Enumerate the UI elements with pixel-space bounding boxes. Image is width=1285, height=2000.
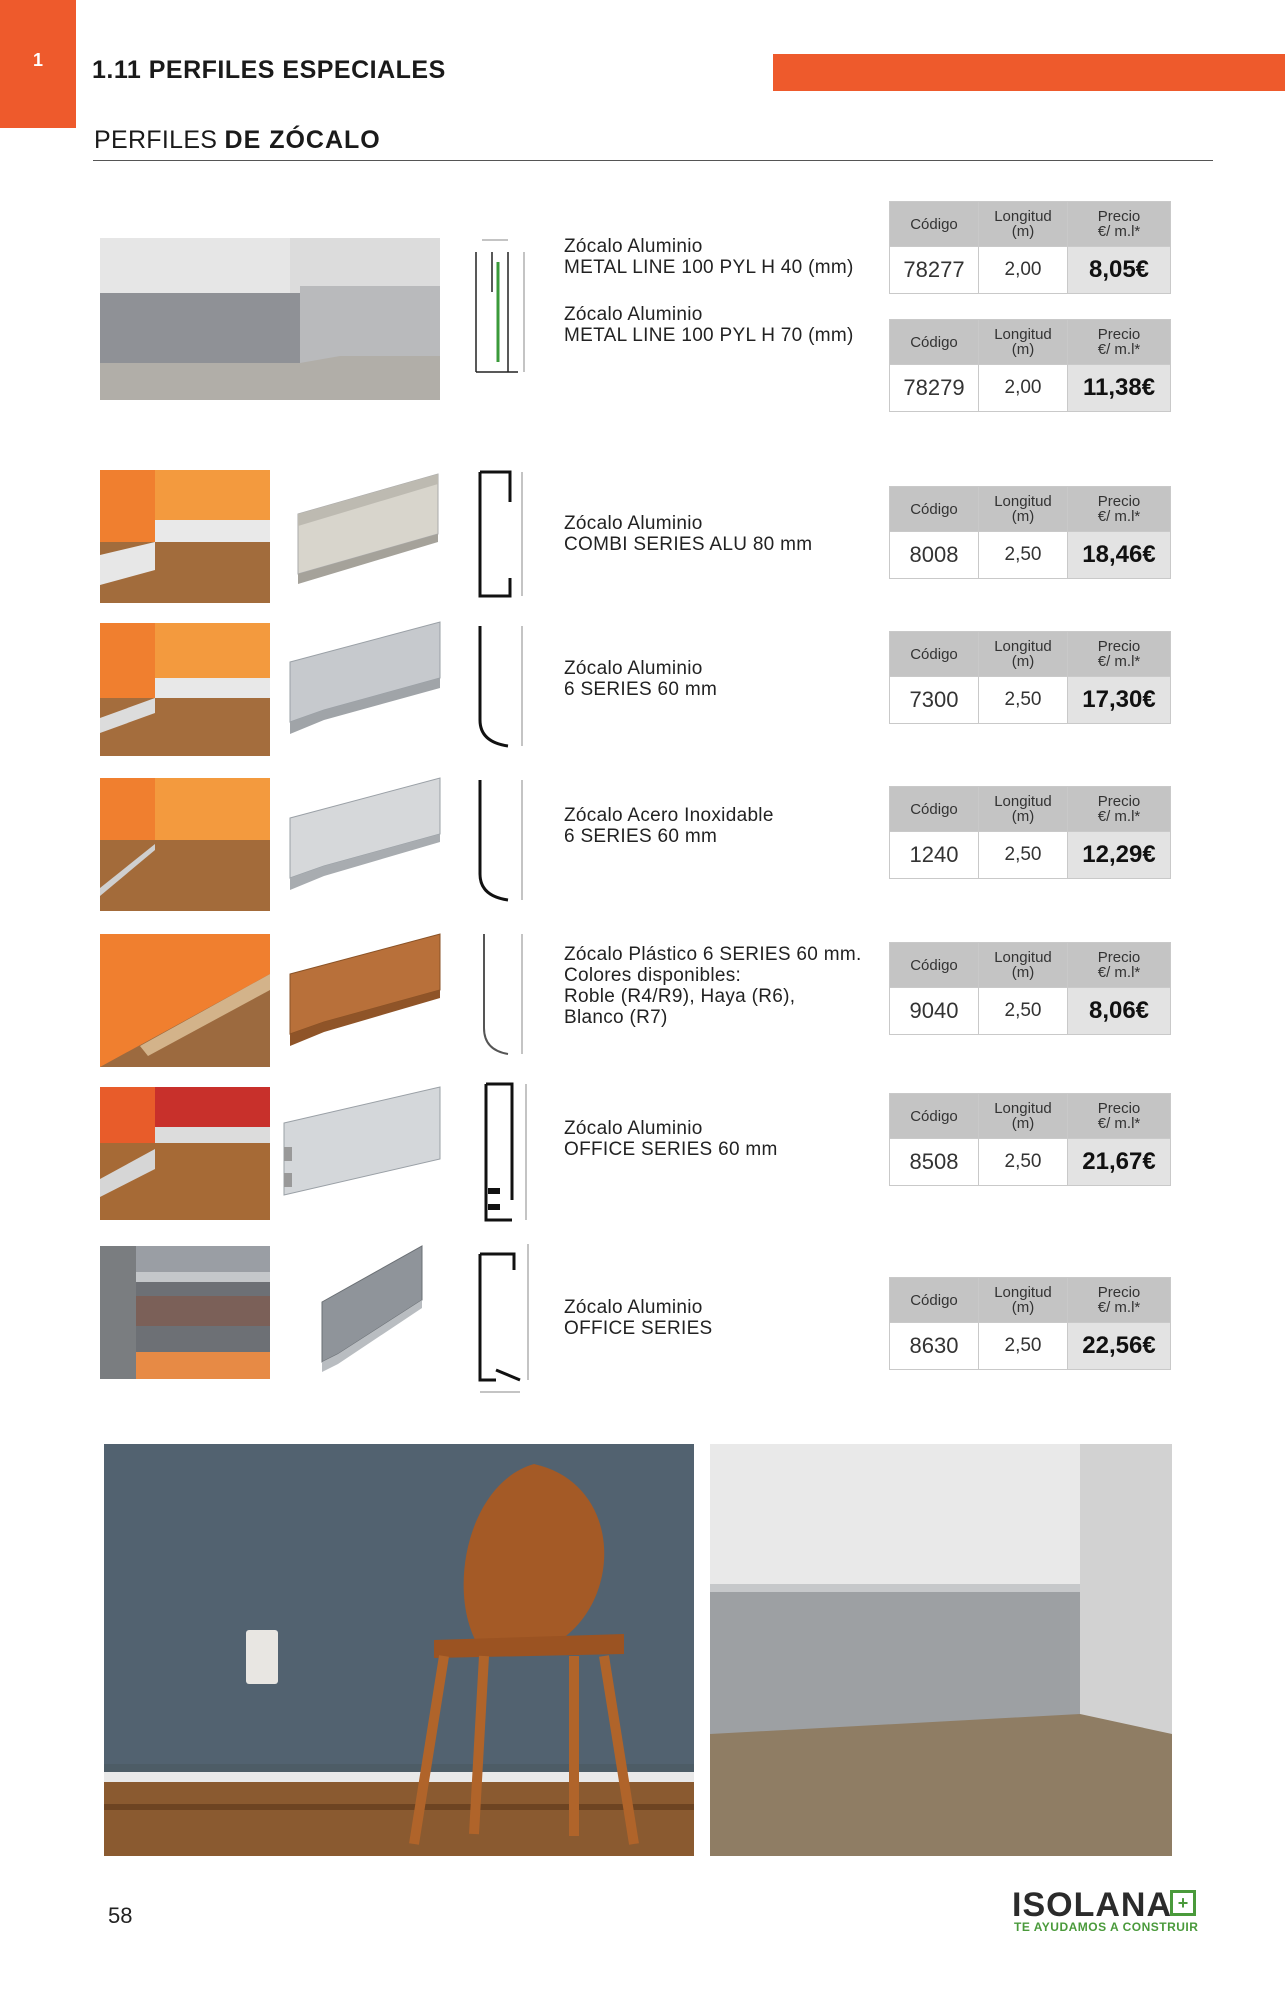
stainless-steel-drawing: [472, 774, 532, 910]
six-series-alu-photo: [100, 623, 270, 756]
price-table-6: [889, 942, 1171, 1035]
product-length: 2,00: [979, 247, 1068, 294]
product-code: 1240: [890, 832, 979, 879]
code-header: Código: [890, 943, 979, 988]
six-series-alu-profile: [284, 622, 442, 748]
product-description-5: Zócalo Acero Inoxidable 6 SERIES 60 mm: [564, 805, 774, 847]
product-code: 78279: [890, 365, 979, 412]
product-code: 8630: [890, 1323, 979, 1370]
stainless-steel-profile: [284, 778, 442, 904]
product-description-3: Zócalo Aluminio COMBI SERIES ALU 80 mm: [564, 513, 813, 555]
product-code: 9040: [890, 988, 979, 1035]
combi-series-drawing: [472, 466, 532, 602]
length-header: Longitud (m): [979, 632, 1068, 677]
price-header: Precio €/ m.l*: [1068, 1278, 1171, 1323]
office-series-60-photo: [100, 1087, 270, 1220]
subtitle-divider: [93, 160, 1213, 161]
product-code: 8508: [890, 1139, 979, 1186]
product-length: 2,00: [979, 365, 1068, 412]
price-table-5: [889, 786, 1171, 879]
code-header: Código: [890, 320, 979, 365]
length-header: Longitud (m): [979, 787, 1068, 832]
code-header: Código: [890, 1278, 979, 1323]
price-header: Precio €/ m.l*: [1068, 202, 1171, 247]
price-header: Precio €/ m.l*: [1068, 487, 1171, 532]
product-code: 7300: [890, 677, 979, 724]
product-code: 78277: [890, 247, 979, 294]
six-series-alu-drawing: [472, 620, 532, 756]
brand-logo: ISOLANA: [1012, 1886, 1172, 1924]
product-length: 2,50: [979, 1323, 1068, 1370]
price-table-7: [889, 1093, 1171, 1186]
product-price: 18,46€: [1068, 532, 1171, 579]
product-length: 2,50: [979, 1139, 1068, 1186]
plastic-series-profile: [284, 934, 442, 1060]
price-header: Precio €/ m.l*: [1068, 632, 1171, 677]
product-description-8: Zócalo Aluminio OFFICE SERIES: [564, 1297, 713, 1339]
price-table-8: [889, 1277, 1171, 1370]
code-header: Código: [890, 202, 979, 247]
product-length: 2,50: [979, 677, 1068, 724]
product-description-6: Zócalo Plástico 6 SERIES 60 mm. Colores disponibles: Roble (R4/R9), Haya (R6), Blanco (R7): [564, 944, 862, 1028]
plastic-series-photo: [100, 934, 270, 1067]
price-header: Precio €/ m.l*: [1068, 1094, 1171, 1139]
plastic-series-drawing: [472, 928, 532, 1064]
product-description-1: Zócalo Aluminio METAL LINE 100 PYL H 40 (mm): [564, 236, 854, 278]
price-table-3: [889, 486, 1171, 579]
length-header: Longitud (m): [979, 943, 1068, 988]
brand-tagline: TE AYUDAMOS A CONSTRUIR: [1014, 1920, 1199, 1934]
product-price: 22,56€: [1068, 1323, 1171, 1370]
office-series-photo: [100, 1246, 270, 1379]
chapter-tab: 1: [0, 0, 76, 128]
combi-series-photo: [100, 470, 270, 603]
product-length: 2,50: [979, 988, 1068, 1035]
code-header: Código: [890, 787, 979, 832]
price-table-4: [889, 631, 1171, 724]
office-series-drawing: [474, 1240, 538, 1400]
office-series-60-profile: [280, 1087, 442, 1213]
page-number: 58: [108, 1903, 133, 1928]
length-header: Longitud (m): [979, 202, 1068, 247]
code-header: Código: [890, 632, 979, 677]
code-header: Código: [890, 487, 979, 532]
page-subtitle: PERFILES DE ZÓCALO: [94, 126, 381, 154]
product-code: 8008: [890, 532, 979, 579]
price-table-1: [889, 201, 1171, 294]
metal-line-drawing: [468, 232, 540, 382]
product-price: 8,05€: [1068, 247, 1171, 294]
length-header: Longitud (m): [979, 487, 1068, 532]
length-header: Longitud (m): [979, 320, 1068, 365]
product-description-7: Zócalo Aluminio OFFICE SERIES 60 mm: [564, 1118, 778, 1160]
product-length: 2,50: [979, 532, 1068, 579]
metal-line-photo: [100, 238, 440, 400]
stainless-steel-photo: [100, 778, 270, 911]
product-price: 17,30€: [1068, 677, 1171, 724]
product-price: 11,38€: [1068, 365, 1171, 412]
product-price: 8,06€: [1068, 988, 1171, 1035]
product-description-2: Zócalo Aluminio METAL LINE 100 PYL H 70 (mm): [564, 304, 854, 346]
price-table-2: [889, 319, 1171, 412]
brand-plus-icon: +: [1170, 1890, 1196, 1916]
combi-series-profile: [288, 474, 440, 602]
product-description-4: Zócalo Aluminio 6 SERIES 60 mm: [564, 658, 718, 700]
section-title: 1.11 PERFILES ESPECIALES: [92, 56, 446, 84]
header-accent-bar: [773, 54, 1285, 91]
price-header: Precio €/ m.l*: [1068, 320, 1171, 365]
office-series-60-drawing: [480, 1080, 538, 1228]
wall-skirting-photo: [710, 1444, 1172, 1856]
product-price: 12,29€: [1068, 832, 1171, 879]
code-header: Código: [890, 1094, 979, 1139]
product-length: 2,50: [979, 832, 1068, 879]
price-header: Precio €/ m.l*: [1068, 943, 1171, 988]
length-header: Longitud (m): [979, 1278, 1068, 1323]
chair-room-photo: [104, 1444, 694, 1856]
length-header: Longitud (m): [979, 1094, 1068, 1139]
price-header: Precio €/ m.l*: [1068, 787, 1171, 832]
product-price: 21,67€: [1068, 1139, 1171, 1186]
office-series-profile: [318, 1246, 428, 1382]
